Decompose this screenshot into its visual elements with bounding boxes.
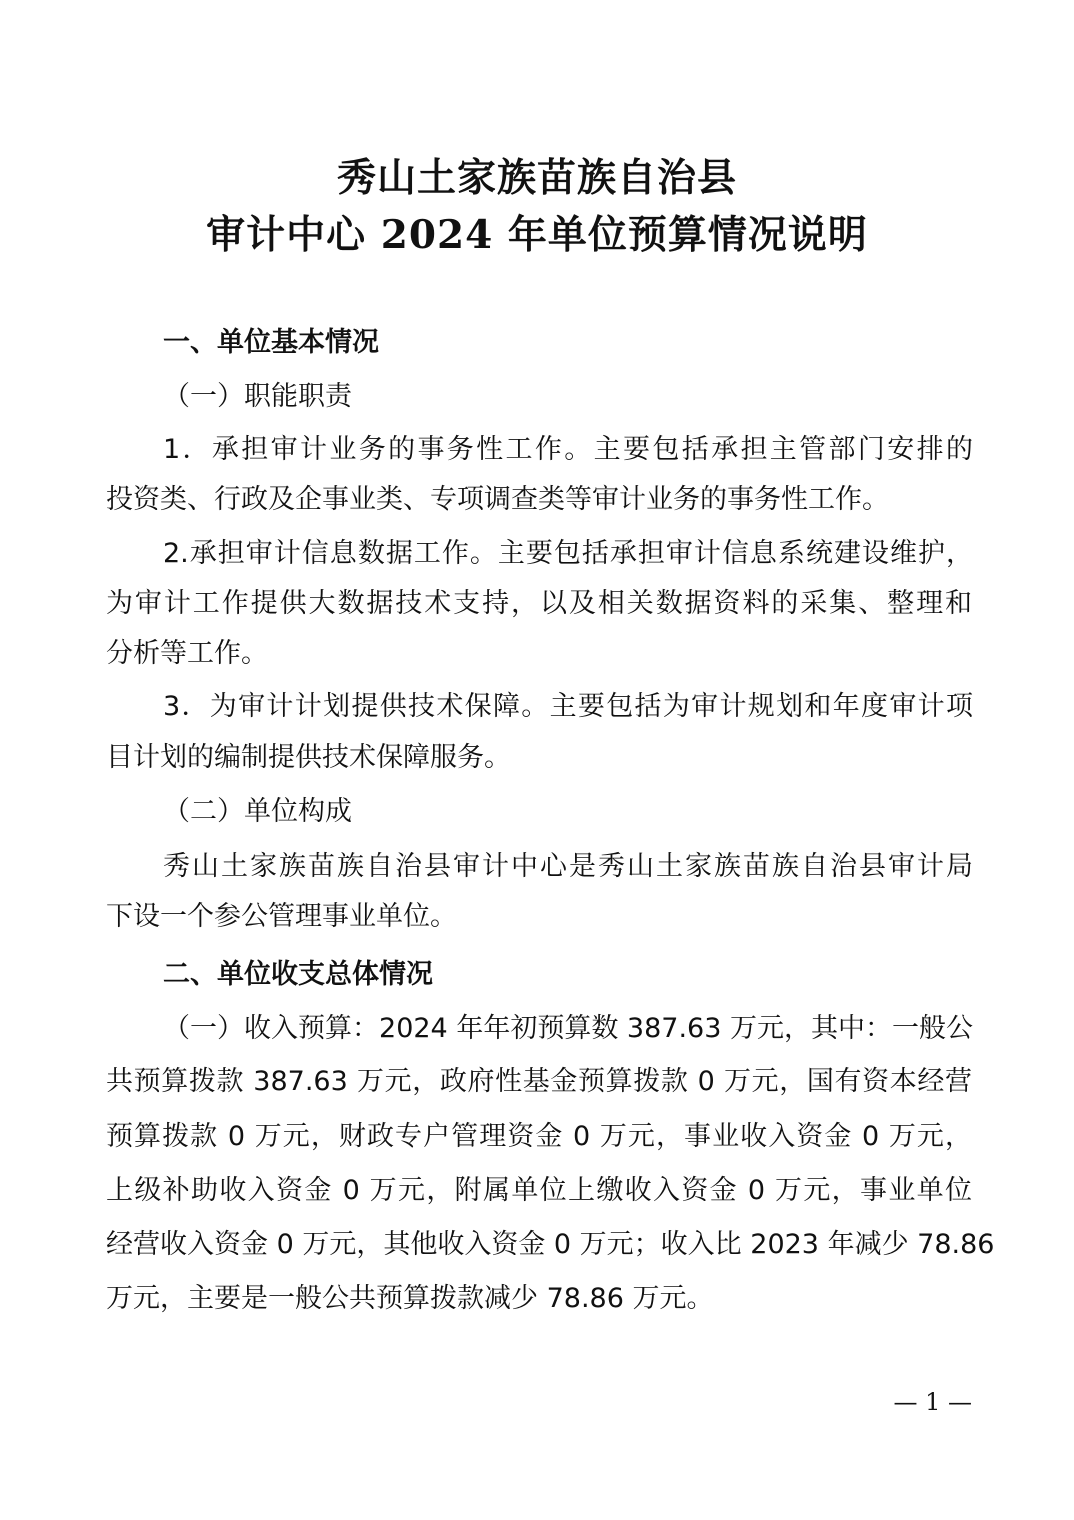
paragraph-function-1-line-1: 1．承担审计业务的事务性工作。主要包括承担主管部门安排的 [163,434,973,465]
paragraph-composition-line-1: 秀山土家族苗族自治县审计中心是秀山土家族苗族自治县审计局 [163,851,973,882]
paragraph-composition-line-2: 下设一个参公管理事业单位。 [106,901,457,932]
paragraph-income-line-6: 万元，主要是一般公共预算拨款减少 78.86 万元。 [106,1283,714,1314]
paragraph-function-2-line-1: 2.承担审计信息数据工作。主要包括承担审计信息系统建设维护， [163,538,973,569]
paragraph-function-3-line-2: 目计划的编制提供技术保障服务。 [106,742,511,773]
paragraph-income-line-2: 共预算拨款 387.63 万元，政府性基金预算拨款 0 万元，国有资本经营 [106,1066,972,1097]
paragraph-income-line-1: （一）收入预算：2024 年年初预算数 387.63 万元，其中：一般公 [163,1013,973,1044]
paragraph-function-2-line-3: 分析等工作。 [106,638,268,669]
section-heading-budget-overview: 二、单位收支总体情况 [163,959,433,990]
section-heading-basic-info: 一、单位基本情况 [163,327,379,358]
page-number: — 1 — [893,1388,972,1416]
paragraph-income-line-5: 经营收入资金 0 万元，其他收入资金 0 万元；收入比 2023 年减少 78.86 [106,1229,995,1260]
subheading-functions: （一）职能职责 [163,381,352,412]
paragraph-function-2-line-2: 为审计工作提供大数据技术支持，以及相关数据资料的采集、整理和 [106,588,972,619]
paragraph-function-1-line-2: 投资类、行政及企事业类、专项调查类等审计业务的事务性工作。 [106,484,889,515]
paragraph-income-line-4: 上级补助收入资金 0 万元，附属单位上缴收入资金 0 万元，事业单位 [106,1175,972,1206]
subheading-composition: （二）单位构成 [163,796,352,827]
paragraph-income-line-3: 预算拨款 0 万元，财政专户管理资金 0 万元，事业收入资金 0 万元， [106,1121,972,1152]
document-title-line-2: 审计中心 2024 年单位预算情况说明 [206,212,868,258]
document-title-line-1: 秀山土家族苗族自治县 [336,155,737,201]
paragraph-function-3-line-1: 3．为审计计划提供技术保障。主要包括为审计规划和年度审计项 [163,691,973,722]
